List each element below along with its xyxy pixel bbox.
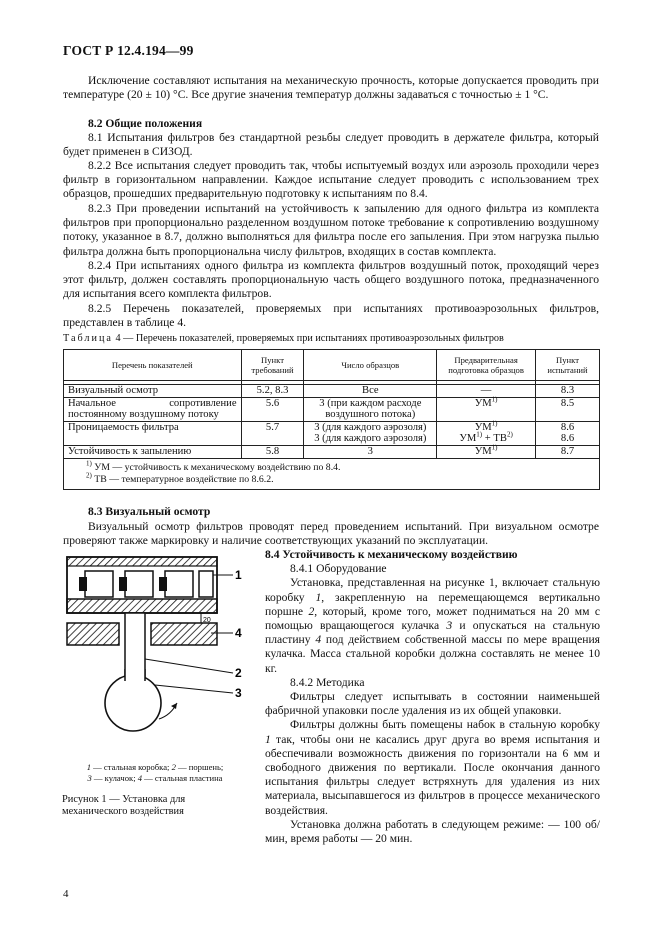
header-test-clause: Пункт испытаний: [536, 350, 600, 381]
para-8-1: 8.1 Испытания фильтров без стандартной резьбы следует проводить в держателе фильтра, который будет применен в СИЗОД.: [63, 131, 599, 159]
cell-prep: [437, 445, 536, 458]
label-4: 4: [235, 626, 242, 640]
footnote-2: $^{2)}$ ТВ — температурное воздействие по 8.6.2.: [86, 471, 274, 485]
section-8-4-title: 8.4 Устойчивость к механическому воздействию: [265, 548, 518, 561]
cell-test: [536, 421, 600, 445]
header-indicators: Перечень показателей: [64, 350, 242, 381]
figure-legend: 1 — стальная коробка; 2 — поршень; 3 — кулачок; 4 — стальная пластина: [86, 762, 224, 783]
table-caption-prefix: Таблица: [63, 333, 113, 344]
footnote-1: $^{1)}$ УМ — устойчивость к механическому воздействию по 8.4.: [86, 459, 341, 473]
page-header: ГОСТ Р 12.4.194—99: [63, 43, 194, 58]
para-8-4-2-a: Фильтры следует испытывать в состоянии наименьшей фабричной упаковки после удаления из их общей упаковки.: [265, 690, 600, 718]
cell-name: Начальное сопротивление постоянному воздушному потоку: [64, 397, 242, 421]
para-8-2-2: 8.2.2 Все испытания следует проводить так, чтобы испытуемый воздух или аэрозоль проходили через фильтр в горизонтальном направлении. Каждое испытание следует проводить с использованием трех образцов, прошедших предварительную подготовку к испытаниям по 8.4.: [63, 159, 599, 201]
num-line-2: 3 (для каждого аэрозоля): [314, 433, 427, 445]
header-sample-count: Число образцов: [304, 350, 437, 381]
para-8-4-2-b: Фильтры должны быть помещены набок в стальную коробку 1 так, чтобы они не касались друг друга во время испытания и обеспечивали возможность движения по горизонтали на 6 мм и свободного движения по вертикали. После окончания данного испытания фильтры следует встряхнуть для удаления из них материала, высыпавшегося из фильтров в процессе механического воздействия.: [265, 718, 600, 817]
cell-req: 5.8: [241, 445, 304, 458]
section-8-3-title: 8.3 Визуальный осмотр: [88, 505, 211, 518]
cell-test: 8.7: [536, 445, 600, 458]
table-caption: [63, 333, 504, 344]
header-req-clause: Пункт требований: [241, 350, 304, 381]
gap-label: 20: [203, 617, 211, 624]
para-8-4-1: Установка, представленная на рисунке 1, включает стальную коробку 1, закрепленную на перемещающемся вертикально поршне 2, который, кроме того, может подниматься на 20 мм с помощью вращающегося кулачка 3 и опускаться на стальную пластину 4 под действием собственной массы по мере вращения кулачка. Масса стальной коробки должна составлять не менее 10 кг.: [265, 576, 600, 675]
cell-prep: [437, 421, 536, 445]
prep-um: УМ: [474, 397, 492, 409]
label-1: 1: [235, 568, 242, 582]
cell-num: Все: [304, 385, 437, 398]
footnote-ref: 1): [491, 419, 498, 428]
prep-um: УМ: [474, 421, 492, 433]
cell-name: Визуальный осмотр: [64, 385, 242, 398]
cell-name: Устойчивость к запылению: [64, 445, 242, 458]
section-8-2-title: 8.2 Общие положения: [88, 117, 203, 130]
para-8-4-2-c: Установка должна работать в следующем режиме: — 100 об/мин, время работы — 20 мин.: [265, 817, 600, 846]
label-3: 3: [235, 686, 242, 700]
footnote-ref: 1): [491, 443, 498, 452]
steel-plate: [67, 623, 119, 645]
prep-um: УМ: [459, 433, 477, 445]
table-row: [64, 397, 600, 421]
para-8-2-3: 8.2.3 При проведении испытаний на устойчивость к запылению для одного фильтра из комплекта фильтров при пропорционально разделенном воздушном потоке требование к сопротивлению воздушному потоку, указанное в 8.7, должно выполняться для фильтра после его запыления. При этом нагрузка пылью фильтра должна быть пропорциональна числу фильтров, входящих в состав комплекта.: [63, 202, 599, 258]
intro-paragraph: Исключение составляют испытания на механическую прочность, которые допускается проводить при температуре (20 ± 10) °С. Все другие значения температур должны задаваться с точностью ± 1 °С.: [63, 74, 599, 102]
filter-icons: [79, 571, 213, 597]
table-row: [64, 421, 600, 445]
cell-num: [304, 421, 437, 445]
cell-num: 3 (при каждом расходе воздушного потока): [304, 397, 437, 421]
cell-test: 8.3: [536, 385, 600, 398]
table-header-row: [64, 350, 600, 381]
cell-test: 8.5: [536, 397, 600, 421]
table-caption-text: 4 — Перечень показателей, проверяемых при испытаниях противоаэрозольных фильтров: [112, 333, 504, 344]
cell-req: 5.6: [241, 397, 304, 421]
cell-name: Проницаемость фильтра: [64, 421, 242, 445]
para-8-4-1-heading: 8.4.1 Оборудование: [290, 562, 387, 576]
figure-title: Рисунок 1 — Установка для механического воздействия: [62, 794, 186, 818]
footnote-ref: 2): [506, 430, 513, 439]
para-8-2-4: 8.2.4 При испытаниях одного фильтра из комплекта фильтров воздушный поток, проходящий через этот фильтр, должен составлять пропорциональную часть общего воздушного потока, предназначенного для испытания всего комплекта фильтров.: [63, 259, 599, 301]
cell-req: 5.7: [241, 421, 304, 445]
para-8-2-5: 8.2.5 Перечень показателей, проверяемых при испытаниях противоаэрозольных фильтров, представлен в таблице 4.: [63, 302, 599, 330]
table-footnotes: [64, 458, 600, 489]
header-preparation: Предварительная подготовка образцов: [437, 350, 536, 381]
prep-um: УМ: [474, 445, 492, 457]
table-row: [64, 445, 600, 458]
indicators-table: [63, 349, 600, 490]
table-row: [64, 385, 600, 398]
label-2: 2: [235, 666, 242, 680]
figure-1-drawing: [63, 543, 253, 733]
para-8-3: Визуальный осмотр фильтров проводят перед проведением испытаний. При визуальном осмотре проверяют также маркировку и наличие соответствующих указаний по эксплуатации.: [63, 520, 599, 548]
test-line-2: 8.6: [560, 433, 575, 445]
cell-num: 3: [304, 445, 437, 458]
test-line-1: 8.6: [560, 421, 575, 433]
para-8-4-2-heading: 8.4.2 Методика: [290, 675, 365, 689]
piston: [125, 613, 145, 677]
prep-tv: + ТВ: [482, 433, 507, 445]
cell-prep: —: [437, 385, 536, 398]
section-8-4: [265, 548, 600, 846]
num-line-1: 3 (для каждого аэрозоля): [314, 421, 427, 433]
page-number: 4: [63, 888, 69, 900]
footnote-ref: 1): [491, 395, 498, 404]
cell-prep: [437, 397, 536, 421]
cell-req: 5.2, 8.3: [241, 385, 304, 398]
footnote-ref: 1): [476, 430, 483, 439]
cam: [105, 675, 161, 731]
